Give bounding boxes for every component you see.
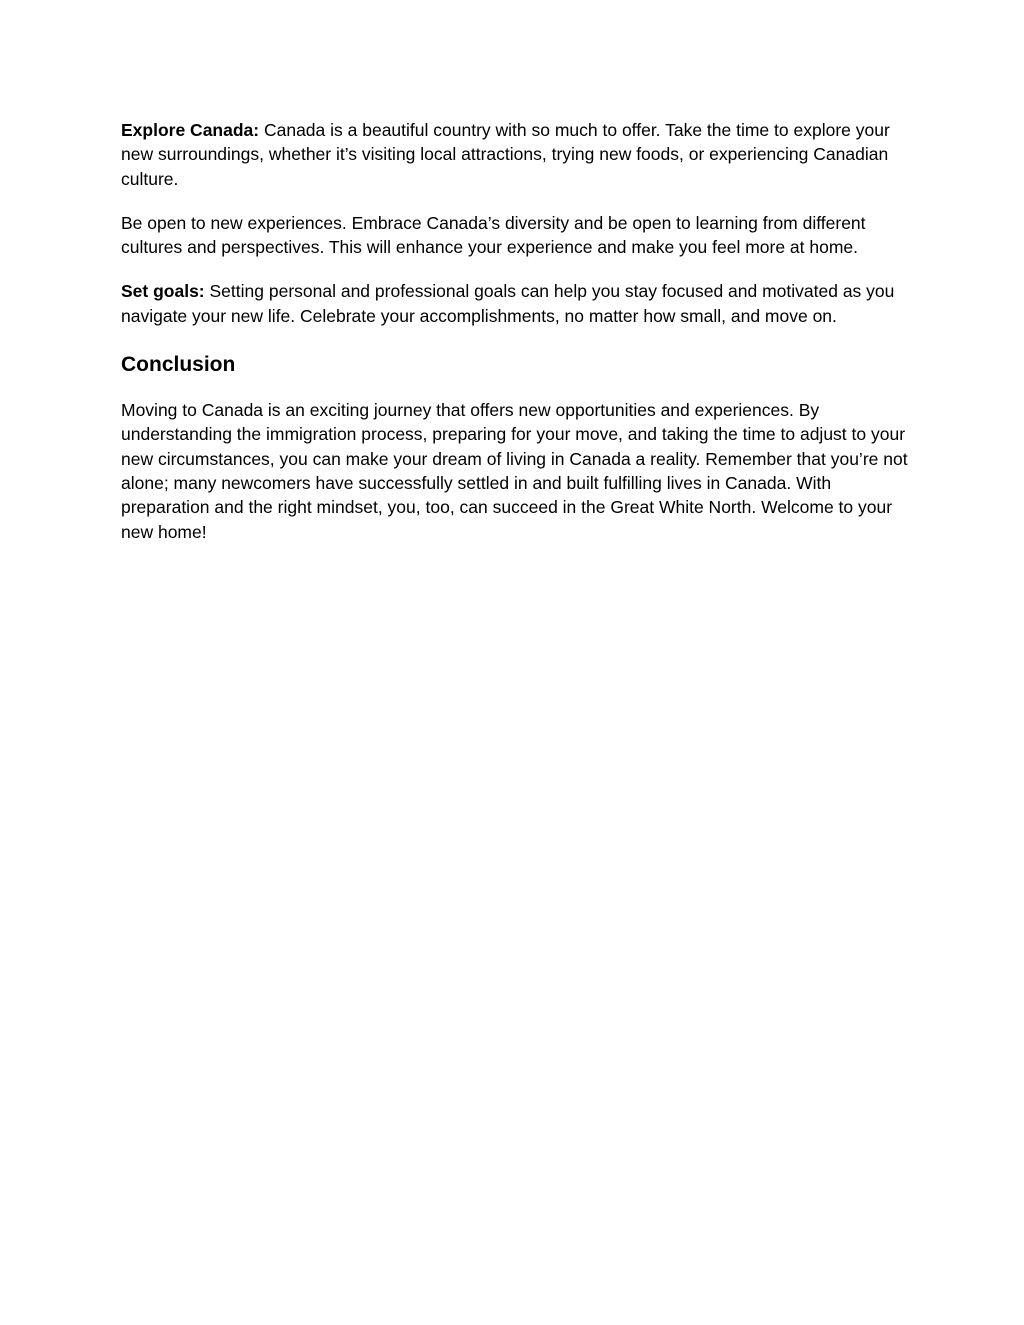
conclusion-heading: Conclusion (121, 353, 236, 377)
conclusion-paragraph: Moving to Canada is an exciting journey that offers new opportunities and experiences. By understanding the immigration process, preparing for your move, and taking the time to adjust to your new circumstances, you can make your dream of living in Canada a reality. Remember that you’re not alone; many newcomers have successfully settled in and built fulfilling lives in Canada. With preparation and the right mindset, you, too, can succeed in the Great White North. Welcome to your new home! (121, 400, 908, 542)
paragraph-text: Canada is a beautiful country with so much to offer. Take the time to explore your new surroundings, whether it’s visiting local attractions, trying new foods, or experiencing Canadian culture. (121, 120, 890, 189)
paragraph-lead: Explore Canada: (121, 120, 260, 140)
document-page (121, 118, 911, 544)
paragraph-explore-canada (121, 118, 911, 191)
paragraph-text: Be open to new experiences. Embrace Canada’s diversity and be open to learning from different cultures and perspectives. This will enhance your experience and make you feel more at home. (121, 212, 866, 258)
paragraph-lead: Set goals: (121, 281, 205, 302)
paragraph-new-experiences (121, 211, 911, 260)
paragraph-text: Setting personal and professional goals can help you stay focused and motivated as you navigate your new life. Celebrate your accomplishments, no matter how small, and move on. (121, 281, 895, 326)
paragraph-set-goals (121, 279, 911, 328)
